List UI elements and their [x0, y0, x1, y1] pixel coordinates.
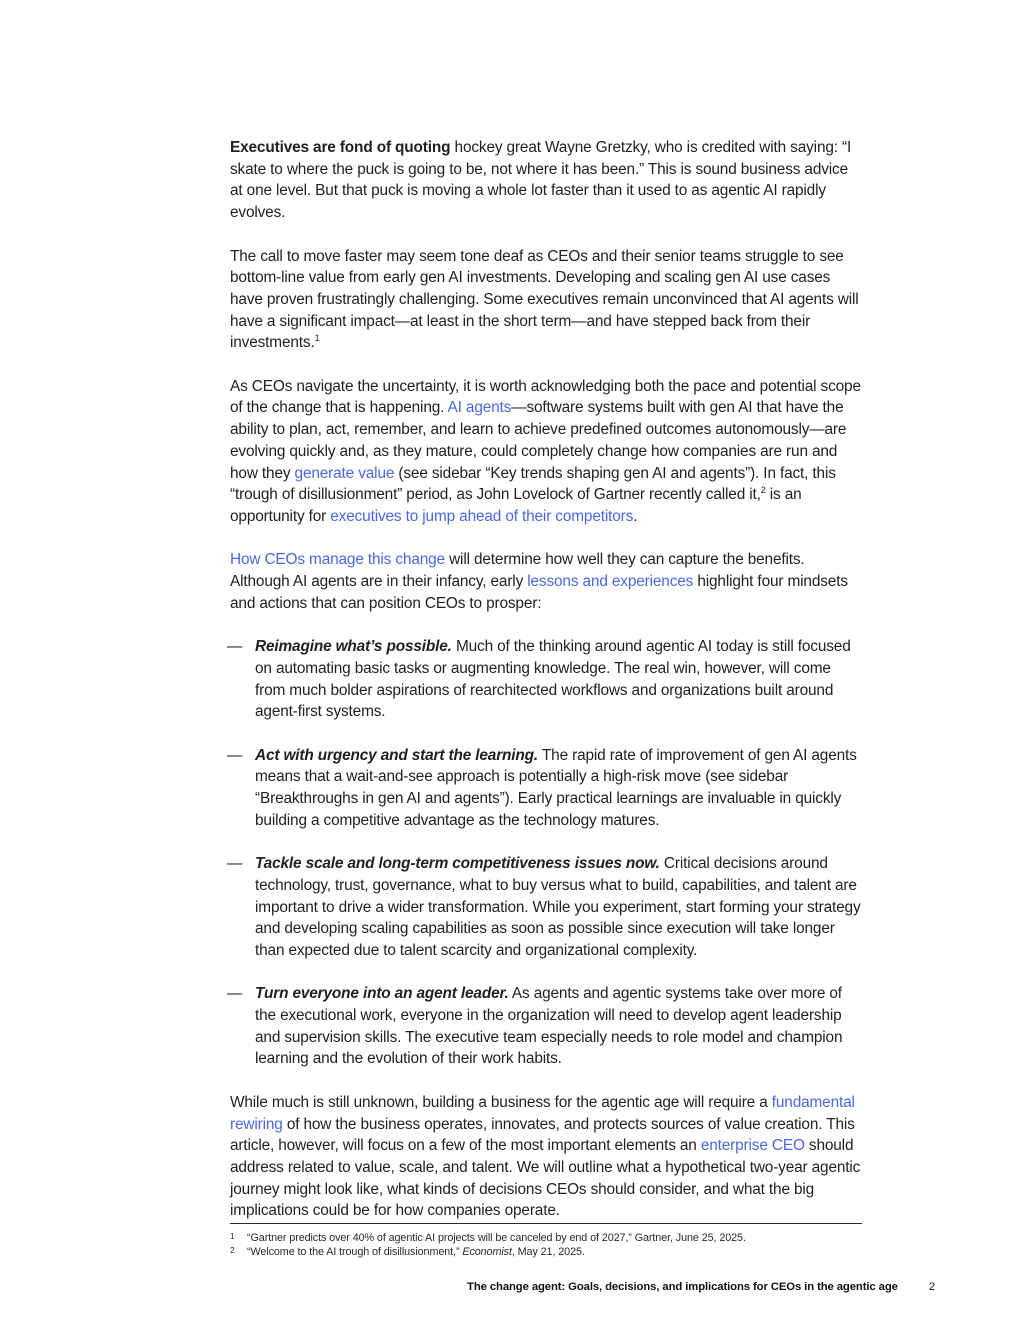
- text-link[interactable]: executives to jump ahead of their competitors: [330, 507, 634, 525]
- text-run: As agents and agentic systems take over more of the executional work, everyone in the organization will need to develop agent leadership and supervision skills. The executive team especially needs to role model and champion learning and the evolution of their work habits.: [255, 985, 843, 1068]
- text-run: The call to move faster may seem tone deaf as CEOs and their senior teams struggle to see bottom-line value from early gen AI investments. Developing and scaling gen AI use cases have proven frustratingly challenging. Some executives remain unconvinced that AI agents will have a significant impact—at least in the short term—and have stepped back from their investments.: [230, 247, 859, 352]
- bullet-text: [255, 638, 851, 720]
- paragraph-closing: [230, 1092, 864, 1222]
- bullet-dash: —: [227, 985, 243, 1003]
- bullet-dash: —: [227, 638, 243, 656]
- text-run: .: [633, 507, 638, 525]
- footnote-1: [230, 1231, 862, 1245]
- text-run: (see sidebar “Key trends shaping gen AI and agents”). In fact, this “trough of disillusionment” period, as John Lovelock of Gartner recently called it,: [230, 464, 836, 504]
- bullet-text: [255, 747, 857, 829]
- text-run: Much of the thinking around agentic AI today is still focused on automating basic tasks or augmenting knowledge. The real win, however, will come from much bolder aspirations of rearchitected workflows and organizations built around agent-first systems.: [255, 638, 851, 721]
- bullet-dash: —: [227, 855, 243, 873]
- text-run: of how the business operates, innovates, and protects sources of value creation. This article, however, will focus on a few of the most important elements an: [230, 1115, 855, 1155]
- text-link[interactable]: generate value: [294, 464, 395, 482]
- text-link[interactable]: AI agents: [447, 399, 512, 417]
- text-run: , May 21, 2025.: [511, 1246, 585, 1259]
- text-run: The rapid rate of improvement of gen AI agents means that a wait-and-see approach is potentially a high-risk move (see sidebar “Breakthroughs in gen AI and agents”). Early practical learnings are invaluable in quickly building a competitive advantage as the technology matures.: [255, 746, 857, 829]
- page-footer: [467, 1281, 935, 1293]
- footer-running-title: The change agent: Goals, decisions, and implications for CEOs in the agentic age: [467, 1281, 898, 1293]
- footnote-ref: 1: [314, 333, 320, 344]
- footnote-ref: 2: [760, 485, 766, 496]
- bullet-dash: —: [227, 746, 243, 764]
- bullet-lead-in: Reimagine what’s possible.: [255, 638, 452, 656]
- text-run: should address related to value, scale, and talent. We will outline what a hypothetical two-year agentic journey might look like, what kinds of decisions CEOs should consider, and what the big implications could be for how companies operate.: [230, 1137, 861, 1220]
- paragraph-pace-scope: [230, 376, 864, 528]
- paragraph-four-mindsets: [230, 549, 864, 614]
- bullet-lead-in: Tackle scale and long-term competitiveness issues now.: [255, 855, 660, 873]
- bullet-text: [255, 985, 842, 1067]
- bullet-text: [255, 855, 861, 959]
- text-run: “Welcome to the AI trough of disillusionment,”: [247, 1246, 463, 1259]
- text-run: hockey great Wayne Gretzky, who is credited with saying: “I skate to where the puck is going to be, not where it has been.” This is sound business advice at one level. But that puck is moving a whole lot faster than it used to as agentic AI rapidly evolves.: [230, 139, 852, 222]
- footnote-text: [247, 1246, 585, 1258]
- article-body: [227, 137, 864, 1244]
- bullet-tackle-scale: [227, 853, 864, 962]
- page-number: 2: [928, 1281, 935, 1293]
- text-run: Critical decisions around technology, trust, governance, what to buy versus what to build, capabilities, and talent are important to drive a wider transformation. While you experiment, start forming your strategy and developing scaling capabilities as soon as possible since execution will take longer than expected due to talent scarcity and organizational complexity.: [255, 855, 861, 959]
- text-link[interactable]: lessons and experiences: [527, 573, 694, 591]
- text-run: As CEOs navigate the uncertainty, it is worth acknowledging both the pace and potential scope of the change that is happening.: [230, 377, 861, 417]
- bullet-reimagine: [227, 636, 864, 723]
- text-run: “Gartner predicts over 40% of agentic AI projects will be canceled by end of 2027,” Gartner, June 25, 2025.: [247, 1232, 746, 1244]
- text-link[interactable]: How CEOs manage this change: [230, 551, 445, 569]
- bullet-lead-in: Act with urgency and start the learning.: [255, 746, 539, 764]
- bullet-agent-leader: [227, 983, 864, 1070]
- text-run: highlight four mindsets and actions that can position CEOs to prosper:: [230, 573, 848, 612]
- paragraph-tone-deaf: [230, 246, 864, 355]
- footnote-divider: [230, 1223, 862, 1224]
- text-run: While much is still unknown, building a business for the agentic age will require a: [230, 1093, 772, 1111]
- paragraph-intro: [230, 137, 864, 224]
- footnote-text: [247, 1232, 746, 1244]
- bullet-act-with-urgency: [227, 745, 864, 832]
- bullet-lead-in: Turn everyone into an agent leader.: [255, 985, 509, 1003]
- text-run: will determine how well they can capture the benefits. Although AI agents are in their infancy, early: [230, 551, 805, 591]
- text-link[interactable]: enterprise CEO: [700, 1137, 805, 1155]
- footnote-2: [230, 1245, 862, 1259]
- text-link[interactable]: fundamental rewiring: [230, 1093, 855, 1133]
- footnotes-section: [230, 1223, 862, 1259]
- italic-text: Economist: [462, 1246, 512, 1259]
- text-run: is an opportunity for: [230, 486, 802, 525]
- footnote-number: 1: [230, 1231, 235, 1241]
- bold-lead-in: Executives are fond of quoting: [230, 139, 451, 156]
- text-run: —software systems built with gen AI that have the ability to plan, act, remember, and learn to achieve predefined outcomes autonomously—are evolving quickly and, as they mature, could completely change how companies are run and how they: [230, 399, 847, 482]
- footnote-number: 2: [230, 1245, 235, 1256]
